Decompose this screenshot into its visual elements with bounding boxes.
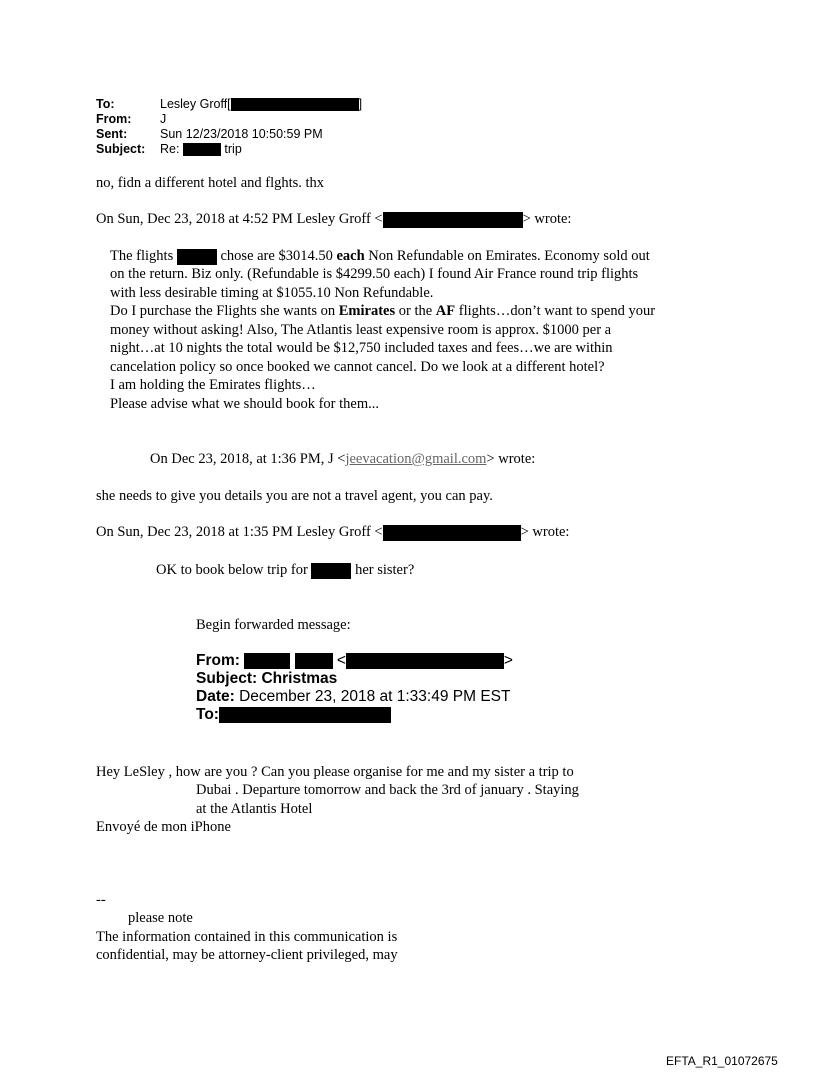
quote1-line: Please advise what we should book for them...: [110, 396, 380, 412]
subject-label: Subject:: [96, 142, 146, 156]
quote1-line: cancelation policy so once booked we cannot cancel. Do we look at a different hotel?: [110, 359, 605, 375]
from-value: J: [160, 112, 167, 126]
forwarded-subject-label: Subject:: [196, 670, 258, 687]
quote2-intro-prefix: On Dec 23, 2018, at 1:36 PM, J <: [150, 451, 346, 467]
original-line: Dubai . Departure tomorrow and back the 3rd of january . Staying: [196, 782, 579, 798]
quote1-bold: Emirates: [338, 303, 396, 319]
quote1-line: on the return. Biz only. (Refundable is $4299.50 each) I found Air France round trip flights: [110, 266, 639, 282]
original-line: at the Atlantis Hotel: [196, 801, 313, 817]
quote1-bold: AF: [435, 303, 456, 319]
forwarded-gt: >: [503, 652, 513, 669]
redaction-block: [295, 653, 333, 669]
redaction-block: [346, 653, 504, 669]
quote2-body: she needs to give you details you are not a travel agent, you can pay.: [96, 488, 493, 504]
document-id: EFTA_R1_01072675: [666, 1054, 778, 1068]
quote1-text: flights…don’t want to spend your: [458, 303, 656, 319]
quote1-text: The flights: [110, 248, 174, 264]
forwarded-date-label: Date:: [196, 688, 235, 705]
quote3-body-prefix: OK to book below trip for: [156, 562, 308, 578]
quote1-text: Do I purchase the Flights she wants on: [110, 303, 336, 319]
original-line: Hey LeSley , how are you ? Can you please organise for me and my sister a trip to: [96, 764, 574, 780]
signature-dashes: --: [96, 892, 106, 908]
quote1-text: chose are $3014.50: [220, 248, 333, 264]
forwarded-from: [196, 652, 513, 670]
to-value: [160, 97, 362, 111]
quote1-line: night…at 10 nights the total would be $12,750 included taxes and fees…we are within: [110, 340, 613, 356]
signature-note: please note: [128, 910, 193, 926]
forwarded-to-label: To:: [196, 706, 219, 723]
to-label: To:: [96, 97, 115, 111]
quote1-line: money without asking! Also, The Atlantis least expensive room is approx. $1000 per a: [110, 322, 612, 338]
quote3-intro-prefix: On Sun, Dec 23, 2018 at 1:35 PM Lesley Groff <: [96, 524, 383, 540]
redaction-block: [219, 707, 391, 723]
quote1-line: I am holding the Emirates flights…: [110, 377, 316, 393]
redaction-block: [383, 212, 523, 228]
sent-value: Sun 12/23/2018 10:50:59 PM: [160, 127, 323, 141]
quote1-intro-prefix: On Sun, Dec 23, 2018 at 4:52 PM Lesley Groff <: [96, 211, 383, 227]
quote3-body: [156, 561, 414, 580]
to-name: Lesley Groff[: [160, 97, 231, 111]
forwarded-subject-value: Christmas: [261, 670, 338, 687]
quote3-intro: [96, 523, 569, 542]
subject-prefix: Re:: [160, 142, 180, 156]
quote1-intro-suffix: > wrote:: [522, 211, 572, 227]
quote1-text: or the: [398, 303, 433, 319]
original-line: Envoyé de mon iPhone: [96, 819, 231, 835]
sent-label: Sent:: [96, 127, 128, 141]
quote3-intro-suffix: > wrote:: [520, 524, 570, 540]
redaction-block: [183, 143, 221, 156]
quote1-line: [110, 247, 650, 266]
to-close: ]: [358, 97, 363, 111]
email-link[interactable]: jeevacation@gmail.com: [345, 451, 487, 467]
forwarded-begin: Begin forwarded message:: [196, 617, 351, 633]
forwarded-date: [196, 688, 510, 706]
quote1-bold: each: [336, 248, 365, 264]
subject-value: [160, 142, 242, 156]
forwarded-lt: <: [336, 652, 346, 669]
forwarded-from-label: From:: [196, 652, 240, 669]
quote2-intro-suffix: > wrote:: [486, 451, 536, 467]
quote1-line: [110, 302, 655, 321]
forwarded-subject: [196, 670, 337, 688]
redaction-block: [244, 653, 290, 669]
quote1-line: with less desirable timing at $1055.10 Non Refundable.: [110, 285, 434, 301]
from-label: From:: [96, 112, 132, 126]
disclaimer-line: The information contained in this communication is: [96, 929, 398, 945]
forwarded-to: [196, 706, 391, 724]
quote2-intro: [150, 450, 535, 469]
quote1-text: Non Refundable on Emirates. Economy sold out: [368, 248, 650, 264]
quote3-body-suffix: her sister?: [355, 562, 415, 578]
redaction-block: [383, 525, 521, 541]
disclaimer-line: confidential, may be attorney-client privileged, may: [96, 947, 398, 963]
subject-suffix: trip: [224, 142, 242, 156]
redaction-block: [231, 98, 359, 111]
forwarded-date-value: December 23, 2018 at 1:33:49 PM EST: [239, 688, 511, 705]
reply-top: no, fidn a different hotel and flghts. thx: [96, 175, 325, 191]
redaction-block: [177, 249, 217, 265]
redaction-block: [311, 563, 351, 579]
quote1-intro: [96, 210, 571, 229]
